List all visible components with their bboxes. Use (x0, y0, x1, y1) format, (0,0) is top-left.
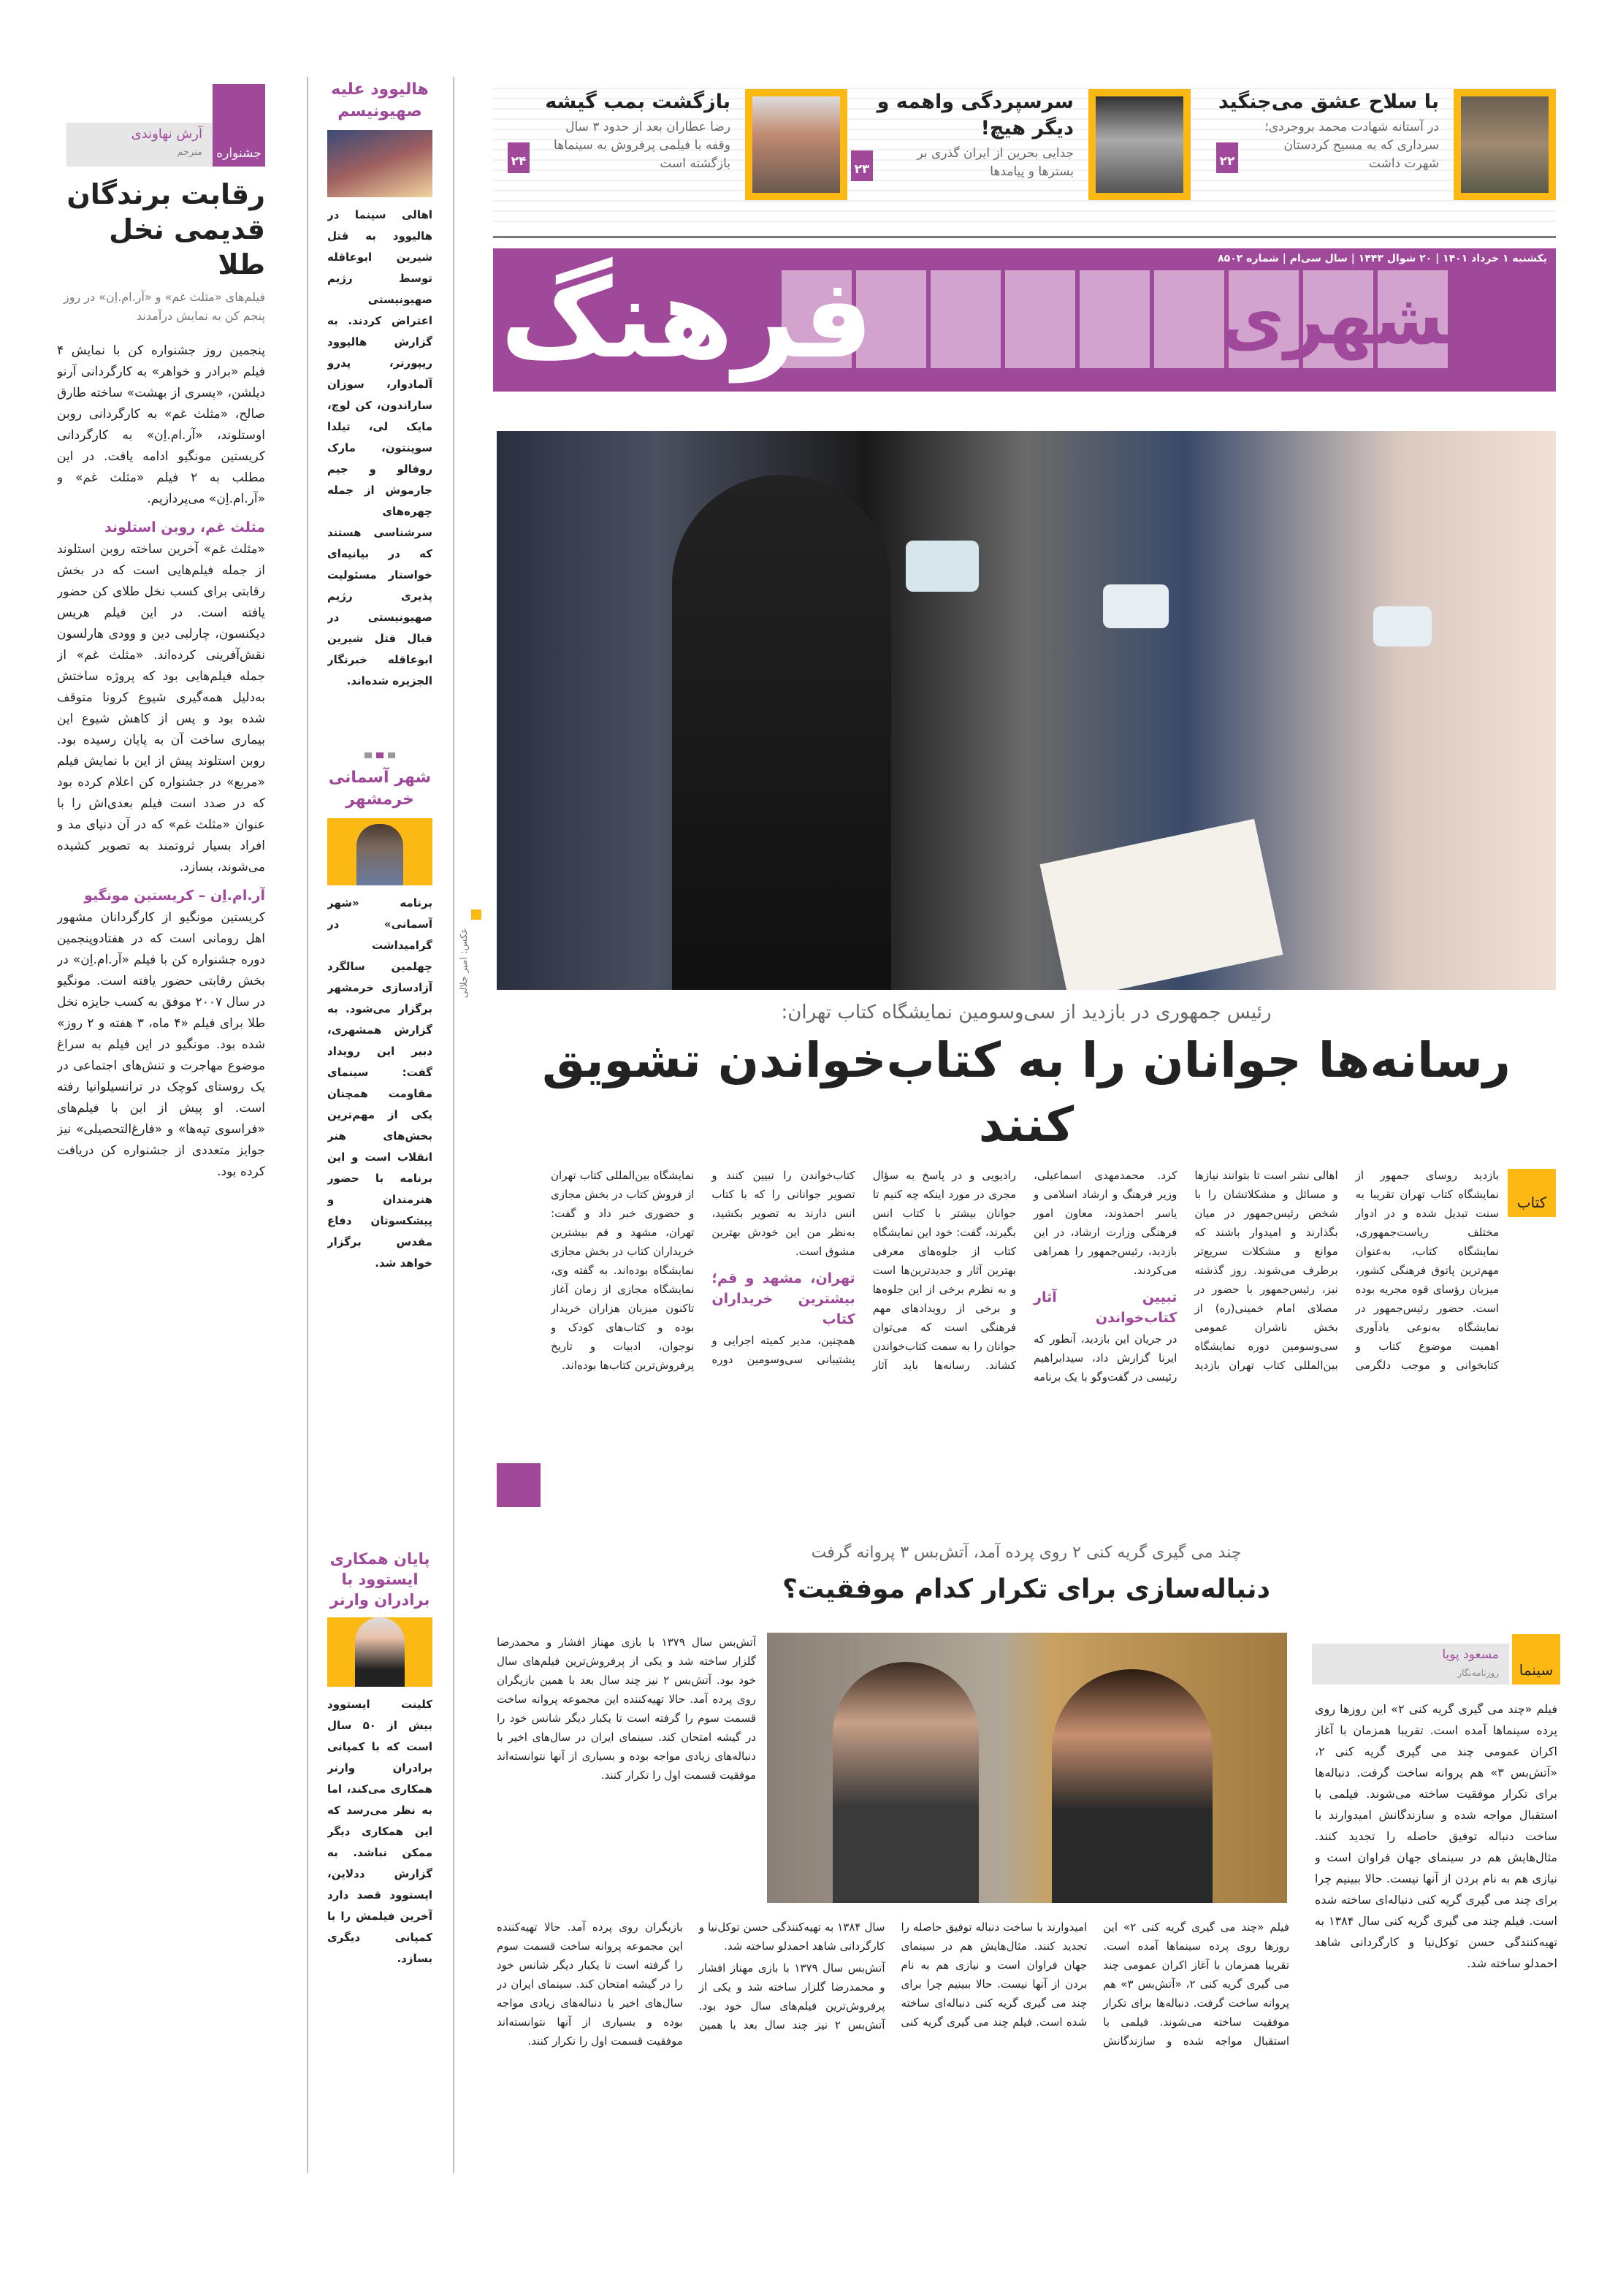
teaser-dek: در آستانه شهادت محمد بروجردی؛ سرداری که به مسیح کردستان شهرت داشت (1264, 120, 1439, 171)
teaser-title: سرسپردگی واهمه و دیگر هیچ! (877, 91, 1074, 140)
eastwood-section (321, 1549, 438, 2181)
eastwood-portrait-photo (327, 1617, 432, 1687)
teaser-24[interactable] (504, 89, 847, 224)
photo-credit-marker (471, 909, 481, 920)
left-article-dek: فیلم‌های «مثلث غم» و «آر.ام.اِن» در روز پنجم کن به نمایش درآمدند (64, 290, 265, 323)
main-article (497, 999, 1556, 1514)
subheading: تهران، مشهد و قم؛ بیشترین خریداران کتاب (711, 1270, 855, 1327)
author-role: روزنامه‌نگار (1457, 1668, 1499, 1678)
subheading: مثلث غم، روبن استلوند (104, 519, 265, 535)
main-article-dek: رئیس جمهوری در بازدید از سی‌وسومین نمایشگاه کتاب تهران: (781, 1002, 1272, 1023)
paragraph: همچنین، مدیر کمیته اجرایی و پشتیبانی سی‌وسومین دوره نمایشگاه بین‌المللی کتاب تهران از فروش کتاب در بخش مجازی و حضوری خبر داد و گفت: تهران، مشهد و قم بیشترین خریداران کتاب در بخش مجازی نمایشگاه بوده‌اند. به گفته وی، نمایشگاه مجازی از زمان آغاز تاکنون میزبان هزاران خریدار بوده و کتاب‌های کودک و نوجوان، ادبیات و تاریخ پرفروش‌ترین کتاب‌ها بوده‌اند. (551, 1169, 855, 1372)
page-number: ۲۳ (851, 150, 873, 181)
brand-name: همشهری (1220, 278, 1541, 360)
paragraph: بازدید روسای جمهور از نمایشگاه کتاب تهران تقریبا به سنت تبدیل شده و در ادوار مختلف ریاست‌جمهوری، نمایشگاه کتاب، به‌عنوان مهم‌ترین پاتوق فرهنگی کشور، میزبان رؤسای قوه مجریه بوده است. حضور رئیس‌جمهور در نمایشگاه به‌نوعی یادآوری اهمیت موضوع کتاب و کتابخوانی و موجب دلگرمی اهالی نشر است تا بتوانند نیازها و مسائل و مشکلاتشان را با شخص رئیس‌جمهور در میان بگذارند و امیدوار باشند که موانع و مشکلات سریع‌تر برطرف می‌شوند. روز گذشته نیز، رئیس‌جمهور با حضور در مصلای امام خمینی(ره) از بخش ناشران عمومی سی‌وسومین دوره نمایشگاه بین‌المللی کتاب تهران بازدید کرد. محمدمهدی اسماعیلی، وزیر فرهنگ و ارشاد اسلامی و یاسر احمدوند، معاون امور فرهنگی وزارت ارشاد، در این بازدید، رئیس‌جمهور را همراهی می‌کردند. (1034, 1169, 1499, 1372)
author-name: آرش نهاوندی (131, 126, 202, 142)
teaser-row (508, 118, 730, 173)
subheading: تبیین آثار کتاب‌خواندن (1034, 1289, 1177, 1326)
main-article-headline: رسانه‌ها جوانان را به کتاب‌خواندن تشویق کنند (542, 1032, 1511, 1153)
eastwood-headline: پایان همکاری ایستوود با برادران وارنر (329, 1550, 430, 1609)
hollywood-headline: هالیوود علیه صهیونیسم (331, 80, 429, 121)
section-dots (364, 752, 395, 758)
page-number: ۲۴ (508, 142, 530, 173)
paragraph: فیلم «چند می گیری گریه کنی ۲» این روزها روی پرده سینماها آمده است. تقریبا همزمان با آغاز اکران عمومی چند می گیری گریه کنی ۲، «آتش‌بس ۳» هم پروانه ساخت گرفت. دنباله‌ها برای تکرار موفقیت ساخته می‌شوند. فیلمی با استقبال مواجه شده و سازندگانش امیدوارند با ساخت دنباله توفیق حاصله را تجدید کنند. مثال‌هایش هم در سینمای جهان فراوان است و نیازی هم به نام بردن از آنها نیست. حالا ببینیم چرا برای چند می گیری گریه کنی دنباله‌ای ساخته شده است. فیلم چند می گیری گریه کنی سال ۱۳۸۴ به تهیه‌کنندگی حسن توکل‌نیا و کارگردانی شاهد احمدلو ساخته شد. (698, 1921, 1289, 2048)
second-article-dek: چند می گیری گریه کنی ۲ روی پرده آمد، آتش‌بس ۳ پروانه گرفت (811, 1544, 1242, 1562)
left-article-byline (66, 123, 213, 167)
masthead (493, 248, 1556, 392)
teaser-photo (745, 89, 847, 200)
left-article-header (57, 84, 265, 167)
teaser-text (508, 89, 730, 173)
second-article-headline: دنباله‌سازی برای تکرار کدام موفقیت؟ (782, 1574, 1270, 1604)
category-tag-cinema: سینما (1512, 1634, 1560, 1685)
column-divider (307, 77, 308, 2173)
teaser-row (851, 145, 1074, 181)
second-article-body-left: آتش‌بس سال ۱۳۷۹ با بازی مهناز افشار و محمدرضا گلزار ساخته شد و یکی از پرفروش‌ترین فیلم‌های سال خود بود. آتش‌بس ۲ نیز چند سال بعد با همین بازیگران روی پرده آمد. حالا تهیه‌کننده این مجموعه پروانه ساخت قسمت سوم را گرفته است تا یکبار دیگر شانس خود را در گیشه امتحان کند. سینمای ایران در سال‌های اخیر با دنباله‌های زیادی مواجه بوده و بسیاری از آنها نتوانسته‌اند موفقیت قسمت اول را تکرار کنند. (497, 1636, 756, 1782)
author-role: مترجم (177, 147, 202, 158)
hollywood-body: اهالی سینما در هالیوود به قتل شیرین ابوعاقله توسط رژیم صهیونیستی اعتراض کردند. به گزارش هالیوود ریپورتر، پدرو آلمادوار، سوزان ساراندون، کن لوچ، مایک لی، تیلدا سوینتون، مارک روفالو و جیم جارموش از جمله چهره‌های سرشناسی هستند که در بیانیه‌ای خواستار مسئولیت پذیری رژیم صهیونیستی در قبال قتل شیرین ابوعاقله خبرنگار الجزیره شده‌اند. (327, 208, 432, 687)
second-article-body-right: فیلم «چند می گیری گریه کنی ۲» این روزها روی پرده سینماها آمده است. تقریبا همزمان با آغاز اکران عمومی چند می گیری گریه کنی ۲، «آتش‌بس ۳» هم پروانه ساخت گرفت. دنباله‌ها برای تکرار موفقیت ساخته می‌شوند. فیلمی با استقبال مواجه شده و سازندگانش امیدوارند با ساخت دنباله توفیق حاصله را تجدید کنند. مثال‌هایش هم در سینمای جهان فراوان است و نیازی هم به نام بردن از آنها نیست. حالا ببینیم چرا برای چند می گیری گریه کنی دنباله‌ای ساخته شده است. فیلم چند می گیری گریه کنی سال ۱۳۸۴ به تهیه‌کنندگی حسن توکل‌نیا و کارگردانی شاهد احمدلو ساخته شد. (1315, 1702, 1557, 1970)
teaser-23[interactable] (847, 89, 1191, 224)
second-article-body-bottom (497, 1918, 1289, 2192)
subheading: آر.ام.اِن – کریستین مونگیو (84, 888, 265, 904)
left-article-headline: رقابت برندگان قدیمی نخل طلا (66, 178, 265, 281)
end-marker (497, 1463, 541, 1507)
main-article-body (551, 1166, 1499, 1514)
dateline: یکشنبه ۱ خرداد ۱۴۰۱ | ۲۰ شوال ۱۴۴۳ | سال سی‌ام | شماره ۸۵۰۲ (1218, 253, 1547, 264)
paragraph: «مثلث غم» آخرین ساخته روبن استلوند از جمله فیلم‌هایی است که در بخش رقابتی برای کسب نخل طلای کن حضور یافته است. در این فیلم هریس دیکنسون، چارلبی دین و وودی هارلسون نقش‌آفرینی کرده‌اند. «مثلث غم» از جمله فیلم‌هایی بود که پروژه ساختش به‌دلیل همه‌گیری شیوع کرونا متوقف شده بود و پس از کاهش شیوع این بیماری ساخت آن به پایان رسیده بود. روبن استلوند پیش از این با نمایش فیلم «مربع» در جشنواره کن اعلام کرده بود که در صدد است فیلم بعدی‌اش را با عنوان «مثلث غم» که در آن دنیای مد و افراد بسیار ثروتمند به تصویر کشیده می‌شوند، بسازد. (57, 542, 265, 874)
column-divider (453, 77, 454, 2173)
left-article (57, 84, 265, 2188)
hollywood-section (321, 79, 438, 744)
teaser-photo (1088, 89, 1191, 200)
main-article-body-area (497, 1166, 1556, 1514)
khorramshahr-section (321, 752, 438, 1534)
teaser-22[interactable] (1213, 89, 1556, 224)
paragraph: کریستین مونگیو از کارگردانان مشهور اهل رومانی است که در هفتادوپنجمین دوره جشنواره کن با فیلم «آر.ام.اِن» در بخش رقابتی حضور یافته است. مونگیو در سال ۲۰۰۷ موفق به کسب جایزه نخل طلا برای فیلم «۴ ماه، ۳ هفته و ۲ روز» شده بود. مونگیو در این فیلم به سراغ موضوع مهاجرت و تنش‌های اجتماعی در یک روستای کوچک در ترانسیلوانیا رفته است. او پیش از این با فیلم‌های «فراسوی تپه‌ها» و «فارغ‌التحصیلی» نیز جوایز متعددی از جشنواره کن دریافت کرده بود. (57, 910, 265, 1179)
teaser-dek: جدایی بحرین از ایران گذری بر بسترها و پیامدها (917, 146, 1074, 179)
speaker-portrait-photo (327, 818, 432, 885)
paragraph: در جریان این بازدید، آنطور که ایرنا گزارش داد، سیدابراهیم رئیسی در گفت‌وگو با یک برنامه رادیویی و در پاسخ به سؤال مجری در مورد اینکه چه کنیم تا جوانان بیشتر با کتاب انس بگیرند، گفت: خود این نمایشگاه کتاب از جلوه‌های معرفی بهترین آثار و جدیدترین‌ها است و به نظرم برخی از این جلوه‌ها و برخی از رویدادهای مهم فرهنگی است که می‌توان جوانان را به سمت کتاب‌خواندن کشاند. رسانه‌ها باید آثار کتاب‌خواندن را تبیین کنند و تصویر جوانانی را که با کتاب انس دارند به تصویر بکشید، به‌نظر من این خودش بهترین مشوق است. (711, 1169, 1177, 1384)
khorramshahr-headline: شهر آسمانی خرمشهر (328, 768, 432, 809)
category-tag-book: کتاب (1508, 1169, 1556, 1217)
main-photo-book-fair (497, 431, 1556, 990)
film-stills-photo (767, 1633, 1287, 1903)
second-article-byline (1312, 1644, 1509, 1685)
teaser-dek: رضا عطاران بعد از حدود ۳ سال وقفه با فیلمی پرفروش به سینماها بازگشته است (554, 120, 730, 171)
header-rule (493, 236, 1556, 238)
left-article-body (57, 340, 265, 2188)
page-number: ۲۲ (1216, 142, 1238, 173)
khorramshahr-body: برنامه «شهر آسمانی» در گرامیداشت چهلمین سالگرد آزادسازی خرمشهر برگزار می‌شود. به گزارش همشهری، دبیر این رویداد گفت: سینمای مقاومت همچنان یکی از مهم‌ترین بخش‌های هنر انقلاب است و این برنامه با حضور هنرمندان و پیشکسوتان دفاع مقدس برگزار خواهد شد. (327, 896, 432, 1270)
paragraph: آتش‌بس سال ۱۳۷۹ با بازی مهناز افشار و محمدرضا گلزار ساخته شد و یکی از پرفروش‌ترین فیلم‌های سال خود بود. آتش‌بس ۲ نیز چند سال بعد با همین بازیگران روی پرده آمد. حالا تهیه‌کننده این مجموعه پروانه ساخت قسمت سوم را گرفته است تا یکبار دیگر شانس خود را در گیشه امتحان کند. سینمای ایران در سال‌های اخیر با دنباله‌های زیادی مواجه بوده و بسیاری از آنها نتوانسته‌اند موفقیت قسمت اول را تکرار کنند. (497, 1921, 885, 2048)
photo-credit: عکس: امیر جلالی (459, 928, 470, 999)
teaser-text (1216, 89, 1439, 173)
teaser-text (851, 89, 1074, 181)
paragraph: پنجمین روز جشنواره کن با نمایش ۴ فیلم «برادر و خواهر» به کارگردانی آرنو دپلشن، «پسری از بهشت» ساخته طارق صالح، «مثلث غم» به کارگردانی روبن اوستلوند، «آر.ام.اِن» به کارگردانی کریستین مونگیو ادامه یافت. در این مطلب به ۲ فیلم «مثلث غم» و «آر.ام.اِن» می‌پردازیم. (57, 343, 265, 506)
category-tag-festival: جشنواره (213, 84, 265, 167)
author-name: مسعود پویا (1442, 1647, 1499, 1662)
teaser-title: با سلاح عشق می‌جنگید (1218, 91, 1439, 113)
teaser-title: بازگشت بمب گیشه (545, 91, 730, 113)
eastwood-body: کلینت ایستوود بیش از ۵۰ سال است که با کمپانی برادران وارنر همکاری می‌کند، اما به نظر می‌رسد که این همکاری دیگر ممکن نباشد. به گزارش ددلاین، ایستوود قصد دارد آخرین فیلمش را با کمپانی دیگری بسازد. (327, 1698, 432, 1965)
teaser-row (1216, 118, 1439, 173)
teaser-photo (1454, 89, 1556, 200)
candle-vigil-photo (327, 130, 432, 197)
section-title: فرهنگ (500, 256, 874, 383)
